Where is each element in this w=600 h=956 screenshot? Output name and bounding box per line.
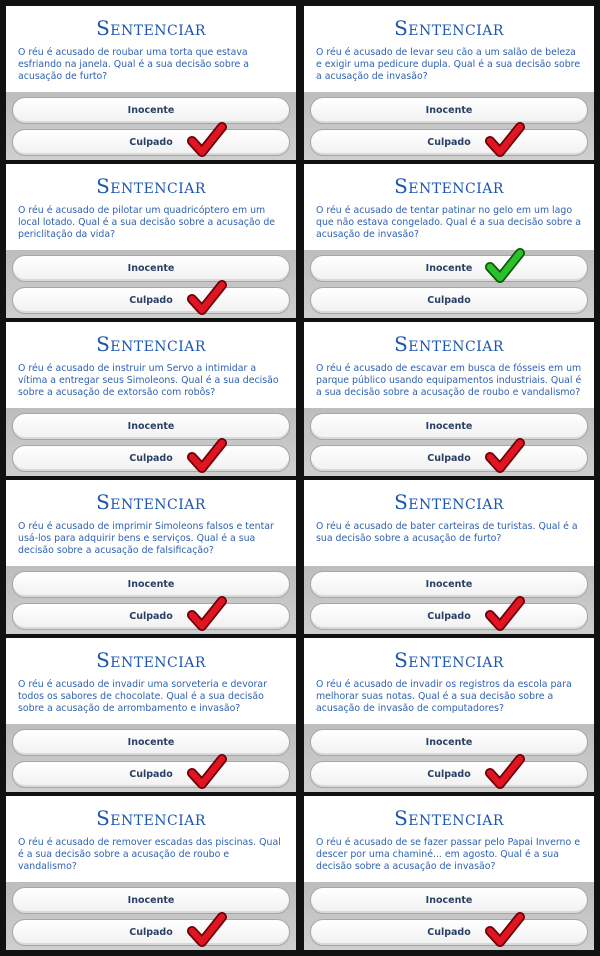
sentence-card xyxy=(304,322,594,476)
card-question: O réu é acusado de levar seu cão a um salão de beleza e exigir uma pedicure dupla. Qual é a sua decisão sobre a acusação de invasão? xyxy=(316,47,581,82)
sentence-card xyxy=(6,322,296,476)
innocent-label: Inocente xyxy=(425,420,473,432)
card-question: O réu é acusado de invadir os registros da escola para melhorar suas notas. Qual é a sua decisão sobre a acusação de invasão de computadores? xyxy=(316,679,572,714)
innocent-label: Inocente xyxy=(425,894,473,906)
options-panel xyxy=(6,250,296,318)
guilty-label: Culpado xyxy=(427,768,471,780)
card-question: O réu é acusado de remover escadas das piscinas. Qual é a sua decisão sobre a acusação de roubo e vandalismo? xyxy=(18,837,281,872)
guilty-label: Culpado xyxy=(129,610,173,622)
guilty-label: Culpado xyxy=(129,926,173,938)
options-panel xyxy=(6,724,296,792)
innocent-button[interactable] xyxy=(12,255,290,282)
innocent-button[interactable] xyxy=(310,571,588,598)
guilty-button[interactable] xyxy=(310,603,588,630)
checkmark-icon xyxy=(485,437,525,475)
innocent-button[interactable] xyxy=(310,729,588,756)
innocent-label: Inocente xyxy=(127,262,175,274)
checkmark-icon xyxy=(187,121,227,159)
options-panel xyxy=(304,250,594,318)
checkmark-icon xyxy=(187,753,227,791)
guilty-label: Culpado xyxy=(427,136,471,148)
sentence-card xyxy=(304,164,594,318)
guilty-button[interactable] xyxy=(12,129,290,156)
card-title: Sentenciar xyxy=(96,806,206,830)
sentence-card xyxy=(304,480,594,634)
options-panel xyxy=(304,566,594,634)
innocent-label: Inocente xyxy=(127,104,175,116)
sentence-card xyxy=(6,638,296,792)
innocent-button[interactable] xyxy=(12,887,290,914)
card-question: O réu é acusado de bater carteiras de turistas. Qual é a sua decisão sobre a acusação de furto? xyxy=(316,521,578,544)
innocent-button[interactable] xyxy=(12,571,290,598)
options-panel xyxy=(304,408,594,476)
card-title: Sentenciar xyxy=(394,648,504,672)
checkmark-icon xyxy=(187,437,227,475)
card-question: O réu é acusado de tentar patinar no gelo em um lago que não estava congelado. Qual é a sua decisão sobre a acusação de invasão? xyxy=(316,205,581,240)
options-panel xyxy=(6,408,296,476)
innocent-label: Inocente xyxy=(425,262,473,274)
guilty-button[interactable] xyxy=(12,603,290,630)
guilty-button[interactable] xyxy=(12,445,290,472)
innocent-label: Inocente xyxy=(127,736,175,748)
innocent-button[interactable] xyxy=(310,413,588,440)
sentence-card xyxy=(304,796,594,950)
card-title: Sentenciar xyxy=(96,490,206,514)
guilty-button[interactable] xyxy=(310,129,588,156)
guilty-label: Culpado xyxy=(129,136,173,148)
sentencing-cards-grid xyxy=(6,6,594,950)
innocent-button[interactable] xyxy=(12,97,290,124)
options-panel xyxy=(6,882,296,950)
card-title: Sentenciar xyxy=(96,16,206,40)
checkmark-icon xyxy=(485,753,525,791)
innocent-label: Inocente xyxy=(127,894,175,906)
guilty-button[interactable] xyxy=(310,919,588,946)
card-question: O réu é acusado de roubar uma torta que estava esfriando na janela. Qual é a sua decisão sobre a acusação de furto? xyxy=(18,47,250,82)
checkmark-icon xyxy=(485,247,525,285)
guilty-label: Culpado xyxy=(427,926,471,938)
innocent-button[interactable] xyxy=(12,413,290,440)
sentence-card xyxy=(6,796,296,950)
checkmark-icon xyxy=(485,911,525,949)
innocent-button[interactable] xyxy=(12,729,290,756)
innocent-button[interactable] xyxy=(310,255,588,282)
checkmark-icon xyxy=(485,595,525,633)
guilty-label: Culpado xyxy=(427,294,471,306)
card-title: Sentenciar xyxy=(394,490,504,514)
guilty-button[interactable] xyxy=(310,445,588,472)
checkmark-icon xyxy=(187,595,227,633)
card-question: O réu é acusado de se fazer passar pelo Papai Inverno e descer por uma chaminé... em agosto. Qual é a sua decisão sobre a acusação de invasão? xyxy=(316,837,580,872)
sentence-card xyxy=(6,164,296,318)
guilty-button[interactable] xyxy=(12,761,290,788)
guilty-label: Culpado xyxy=(427,610,471,622)
checkmark-icon xyxy=(187,911,227,949)
sentence-card xyxy=(304,6,594,160)
guilty-button[interactable] xyxy=(310,287,588,314)
innocent-label: Inocente xyxy=(425,736,473,748)
innocent-label: Inocente xyxy=(425,104,473,116)
card-question: O réu é acusado de escavar em busca de fósseis em um parque público usando equipamentos industriais. Qual é a sua decisão sobre a acusação de roubo e vandalismo? xyxy=(316,363,582,398)
card-question: O réu é acusado de invadir uma sorveteria e devorar todos os sabores de chocolate. Qual é a sua decisão sobre a acusação de arrombamento e invasão? xyxy=(18,679,267,714)
guilty-button[interactable] xyxy=(12,287,290,314)
card-title: Sentenciar xyxy=(96,648,206,672)
sentence-card xyxy=(6,6,296,160)
guilty-label: Culpado xyxy=(129,452,173,464)
innocent-label: Inocente xyxy=(425,578,473,590)
checkmark-icon xyxy=(187,279,227,317)
guilty-label: Culpado xyxy=(129,768,173,780)
innocent-button[interactable] xyxy=(310,887,588,914)
options-panel xyxy=(304,92,594,160)
options-panel xyxy=(6,92,296,160)
card-title: Sentenciar xyxy=(394,806,504,830)
options-panel xyxy=(6,566,296,634)
card-title: Sentenciar xyxy=(96,332,206,356)
card-question: O réu é acusado de instruir um Servo a intimidar a vítima a entregar seus Simoleons. Qual é a sua decisão sobre a acusação de extorsão com robôs? xyxy=(18,363,279,398)
card-question: O réu é acusado de pilotar um quadricóptero em um local lotado. Qual é a sua decisão sobre a acusação de periclitação da vida? xyxy=(18,205,276,240)
sentence-card xyxy=(304,638,594,792)
card-title: Sentenciar xyxy=(394,174,504,198)
options-panel xyxy=(304,882,594,950)
card-title: Sentenciar xyxy=(394,16,504,40)
guilty-label: Culpado xyxy=(427,452,471,464)
guilty-button[interactable] xyxy=(12,919,290,946)
sentence-card xyxy=(6,480,296,634)
card-title: Sentenciar xyxy=(394,332,504,356)
innocent-button[interactable] xyxy=(310,97,588,124)
guilty-button[interactable] xyxy=(310,761,588,788)
checkmark-icon xyxy=(485,121,525,159)
card-question: O réu é acusado de imprimir Simoleons falsos e tentar usá-los para adquirir bens e serviços. Qual é a sua decisão sobre a acusação de falsificação? xyxy=(18,521,274,556)
innocent-label: Inocente xyxy=(127,578,175,590)
innocent-label: Inocente xyxy=(127,420,175,432)
guilty-label: Culpado xyxy=(129,294,173,306)
card-title: Sentenciar xyxy=(96,174,206,198)
options-panel xyxy=(304,724,594,792)
